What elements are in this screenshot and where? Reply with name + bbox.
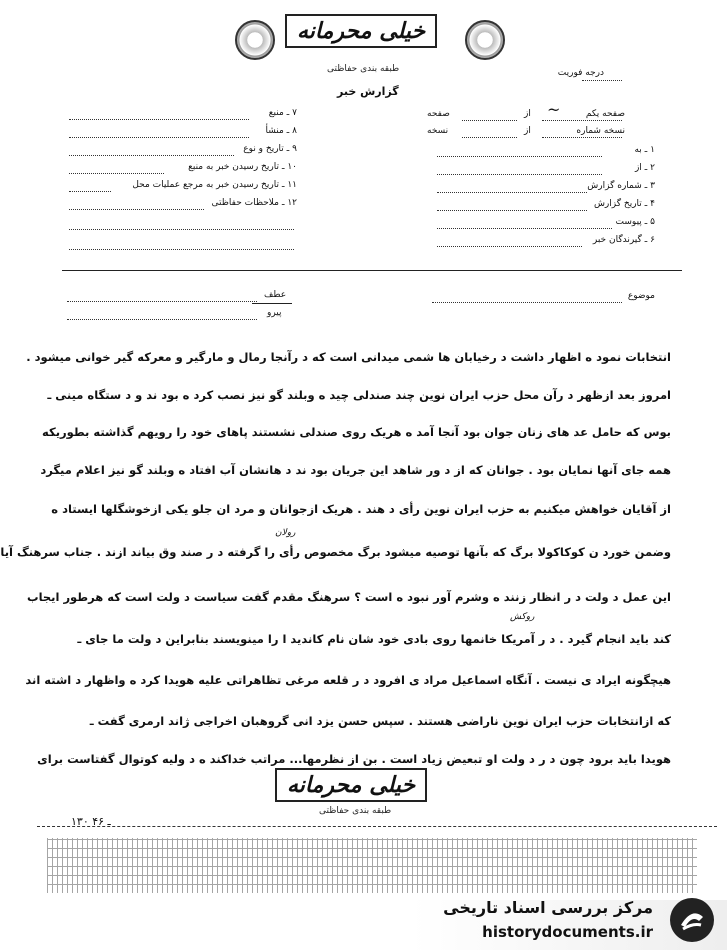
top-classification-sub: طبقه بندی حفاظتی — [327, 64, 400, 74]
body-line-11: هویدا باید برود چون د ر د ولت او تبعیض زیاد است . بن از نظرمها... مراتب خداکند ه د ولیه کوتوال گفتاست برای — [37, 752, 671, 766]
handwritten-note-2: روکش — [510, 612, 535, 622]
footer-divider — [37, 826, 717, 827]
field-to-line — [437, 156, 602, 157]
body-line-1: انتخابات نمود ه اظهار داشت د رخیابان ها شمی میدانی است که د رآنجا رمال و مارگیر و معرکه گیر خوانی میشود . — [26, 350, 671, 364]
archive-logo-icon — [667, 895, 717, 945]
handwritten-note-1: رولان — [275, 528, 296, 538]
priority-label: درجه فوریت — [557, 68, 604, 78]
report-title: گزارش خبر — [337, 85, 399, 98]
scan-noise — [47, 838, 697, 893]
body-line-3: بوس که حامل عد های زنان جوان بود آنجا آمد ه هریک روی صندلی نشستند پاهای خود را رویهم گذاشته بطوریکه — [42, 425, 671, 439]
subject-label: موضوع — [627, 291, 655, 301]
body-line-5: از آقایان خواهش میکنیم به حزب ایران نوین رأی د هند . هریک ازجوانان و مرد ان جلو یکی ازخوشگلها ایستاد ه — [51, 502, 671, 516]
field-source: ۷ ـ منبع — [268, 108, 297, 118]
field-attachment: ۵ ـ پیوست — [615, 217, 655, 227]
body-line-4: همه جای آنها نمایان بود . جوانان که از د ور شاهد این جریان بود ند د هانشان آب افتاد ه وبلند گو نیز اعلام میگرد — [40, 463, 671, 477]
peyro-line — [67, 319, 257, 320]
field-extra-line-1 — [69, 229, 294, 230]
right-seal-icon — [465, 20, 505, 60]
atf-line — [67, 301, 257, 302]
field-report-number-line — [437, 192, 587, 193]
field-date-reach-source-line — [69, 173, 164, 174]
field-extra-line-2 — [69, 249, 294, 250]
atf-label: عطف — [264, 290, 287, 300]
subject-line — [432, 302, 622, 303]
bottom-classification-stamp: خیلی محرمانه — [275, 768, 427, 802]
top-classification-stamp: خیلی محرمانه — [285, 14, 437, 48]
field-recipients-line — [437, 246, 582, 247]
field-date-type: ۹ ـ تاریخ و نوع — [243, 144, 297, 154]
field-origin: ۸ ـ منشأ — [265, 126, 297, 136]
field-date-reach-source: ۱۰ ـ تاریخ رسیدن خبر به منبع — [188, 162, 297, 172]
body-line-9: هیچگونه ایراد ی نیست . آنگاه اسماعیل مراد ی افرود د ر قلعه مرغی تظاهراتی علیه هویدا کرد ه واظهار د اشته اند — [25, 673, 671, 687]
field-attachment-line — [437, 228, 612, 229]
field-origin-line — [69, 137, 249, 138]
page-handwritten-mark: ~ — [547, 100, 561, 119]
body-line-6: وضمن خورد ن کوکاکولا برگ که بآنها توصیه میشود برگ مخصوص رأی را گرفته د ر صند وق بیاند ازند . جناب سرهنگ آیا — [0, 545, 671, 559]
field-security-notes-line — [69, 209, 204, 210]
body-line-7: این عمل د ولت د ر انظار زنند ه وشرم آور نبود ه است ؟ سرهنگ مقدم گفت سیاست د ولت است که هرطور ایجاب — [27, 590, 671, 604]
page-word: صفحه — [427, 109, 450, 119]
page-total-line — [462, 120, 517, 121]
bottom-classification-sub: طبقه بندی حفاظتی — [319, 806, 392, 816]
field-date-reach-ops: ۱۱ ـ تاریخ رسیدن خبر به مرجع عملیات محل — [132, 180, 297, 190]
field-from: ۲ ـ از — [634, 163, 655, 173]
page-label: صفحه یکم — [585, 109, 625, 119]
atf-peyro-divider — [252, 303, 292, 304]
body-line-10: که ازانتخابات حزب ایران نوین ناراضی هستند . سپس حسن یزد انی گروهبان اخراجی ژاند ارمری گفت ـ — [89, 714, 671, 728]
logo-title: مرکز بررسی اسناد تاریخی — [443, 898, 653, 917]
body-line-8: کند باید انجام گیرد . د ر آمریکا خانمها روی بادی خود شان نام کاندید ا را مینویسند بنابراین د ولت ما جای ـ — [77, 632, 671, 646]
page-from-label: از — [524, 109, 531, 119]
priority-dotted-line — [582, 80, 622, 81]
peyro-label: پیرو — [267, 308, 282, 318]
document-number: ۱۳۰ ـ ۴۶ — [71, 815, 111, 828]
body-line-2: امروز بعد ازظهر د رآن محل حزب ایران نوین چند صندلی چید ه وبلند گو نیز نصب کرد ه بود ند و د ستگاه مینی ـ — [47, 388, 671, 402]
field-report-number: ۳ ـ شماره گزارش — [587, 181, 655, 191]
field-date-type-line — [69, 155, 234, 156]
field-recipients: ۶ ـ گیرندگان خبر — [592, 235, 655, 245]
header-divider — [62, 270, 682, 271]
copy-label: نسخه شماره — [576, 126, 625, 136]
field-report-date: ۴ ـ تاریخ گزارش — [593, 199, 655, 209]
field-from-line — [437, 174, 602, 175]
left-seal-icon — [235, 20, 275, 60]
field-source-line — [69, 119, 249, 120]
field-report-date-line — [437, 210, 587, 211]
copy-number-line — [542, 137, 622, 138]
copy-from-label: از — [524, 126, 531, 136]
copy-word: نسخه — [427, 126, 449, 136]
copy-total-line — [462, 137, 517, 138]
logo-url[interactable]: historydocuments.ir — [482, 923, 653, 941]
field-date-reach-ops-line — [69, 191, 111, 192]
field-to: ۱ ـ به — [634, 145, 655, 155]
field-security-notes: ۱۲ ـ ملاحظات حفاظتی — [211, 198, 297, 208]
page-number-line — [542, 120, 622, 121]
